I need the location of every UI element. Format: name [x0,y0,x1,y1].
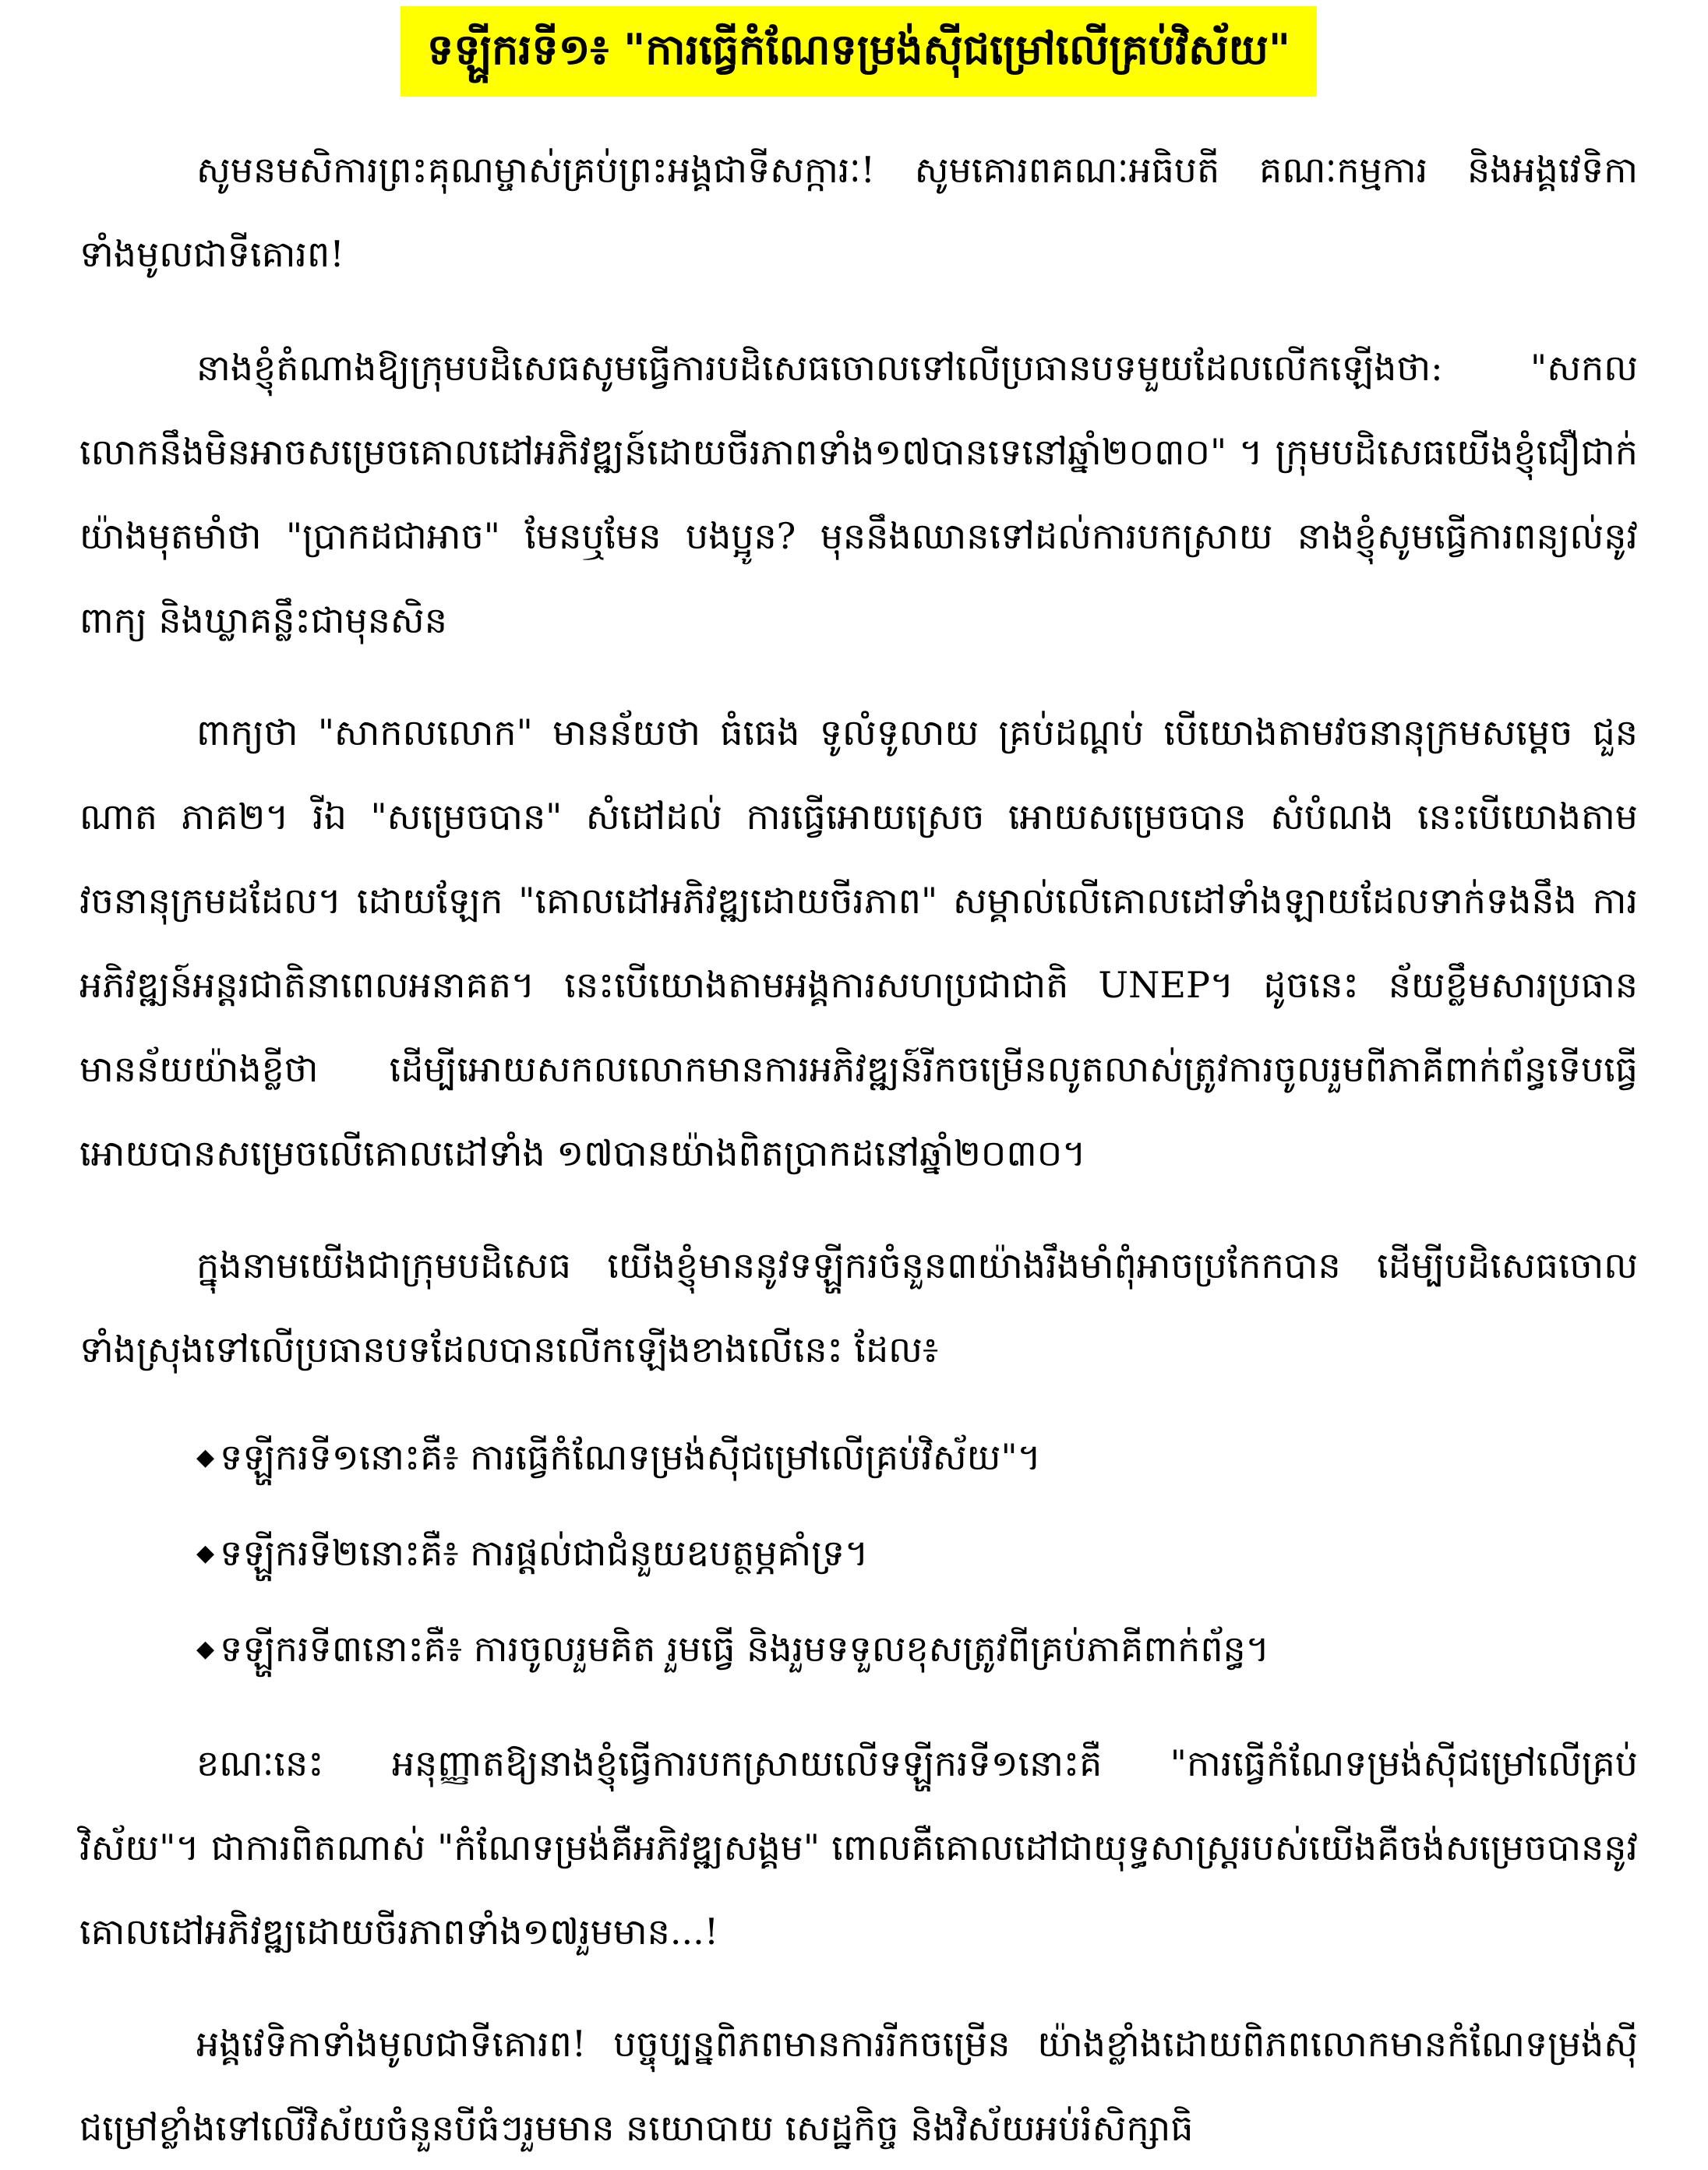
arguments-intro-paragraph: ក្នុងនាមយើងជាក្រុមបដិសេធ យើងខ្ញុំមាននូវទឡ្ហីករចំនួន៣យ៉ាងរឹងមាំពុំអាចប្រកែកបាន ដើម្បីបដិសេធចោលទាំងស្រុងទៅលើប្រធានបទដែលបានលើកឡើងខាងលើនេះ ដែល៖ [79,1244,1638,1371]
list-item [196,1415,1638,1500]
arguments-list [79,1415,1638,1692]
argument-2-text: ទឡ្ហីករទី២នោះគឺ៖ ការផ្ដល់ជាជំនួយឧបត្ថម្ភគាំទ្រ។ [220,1532,869,1574]
list-item [196,1511,1638,1596]
greeting-paragraph: សូមនមសិការព្រះគុណម្ចាស់គ្រប់ព្រះអង្គជាទីសក្ការៈ! សូមគោរពគណៈអធិបតី គណៈកម្មការ និងអង្គវេទិកាទាំងមូលជាទីគោរព! [79,149,1638,275]
diamond-bullet-icon: ◆ [196,1540,215,1567]
title-block [79,6,1638,100]
argument-3-text: ទឡ្ហីករទី៣នោះគឺ៖ ការចូលរួមគិត រួមធ្វើ និងរួមទទួលខុសត្រូវពីគ្រប់ភាគីពាក់ព័ន្ធ។ [220,1628,1270,1670]
argument-1-text: ទឡ្ហីករទី១នោះគឺ៖ ការធ្វើកំណែទម្រង់ស៊ីជម្រៅលើគ្រប់វិស័យ"។ [220,1436,1041,1478]
opening-statement-paragraph: នាងខ្ញុំតំណាងឱ្យក្រុមបដិសេធសូមធ្វើការបដិសេធចោលទៅលើប្រធានបទមួយដែលលើកឡើងថា: "សកលលោកនឹងមិនអាចសម្រេចគោលដៅអភិវឌ្ឍន៍ដោយចីរភាពទាំង១៧បានទេនៅឆ្នាំ២០៣០" ។ ក្រុមបដិសេធយើងខ្ញុំជឿជាក់យ៉ាងមុតមាំថា "ប្រាកដជាអាច" មែនឬមែន បងប្អូន? មុននឹងឈានទៅដល់ការបកស្រាយ នាងខ្ញុំសូមធ្វើការពន្យល់នូវពាក្យ និងឃ្លាគន្លឹះជាមុនសិន [79,347,1638,641]
list-item [196,1607,1638,1692]
argument-1-explanation-paragraph: ខណៈនេះ អនុញ្ញាតឱ្យនាងខ្ញុំធ្វើការបកស្រាយលើទឡ្ហីករទី១នោះគឺ "ការធ្វើកំណែទម្រង់ស៊ីជម្រៅលើគ្រប់ វិស័យ"។ ជាការពិតណាស់ "កំណែទម្រង់គឺអភិវឌ្ឍសង្គម" ពោលគឺគោលដៅជាយុទ្ធសាស្ត្ររបស់យើងគឺចង់សម្រេចបាននូវគោលដៅអភិវឌ្ឍដោយចីរភាពទាំង១៧រួមមាន...! [79,1742,1638,1953]
document-title: ទឡ្ហីករទី១៖ "ការធ្វើកំណែទម្រង់ស៊ីជម្រៅលើគ្រប់វិស័យ" [401,6,1317,97]
reform-context-paragraph: អង្គវេទិកាទាំងមូលជាទីគោរព! បច្ចុប្បន្នពិភពមានការរីកចម្រើន យ៉ាងខ្លាំងដោយពិភពលោកមានកំណែទម្រង់ស៊ីជម្រៅខ្លាំងទៅលើវិស័យចំនួនបីធំៗរួមមាន នយោបាយ សេដ្ឋកិច្ច និងវិស័យអប់រំសិក្សាធិ [79,2023,1638,2149]
diamond-bullet-icon: ◆ [196,1635,215,1663]
diamond-bullet-icon: ◆ [196,1444,215,1471]
definitions-paragraph: ពាក្យថា "សាកលលោក" មានន័យថា ធំធេង ទូលំទូលាយ គ្រប់ដណ្ដប់ បើយោងតាមវចនានុក្រមសម្ដេច ជួន ណាត ភាគ២។ រីឯ "សម្រេចបាន" សំដៅដល់ ការធ្វើអោយស្រេច អោយសម្រេចបាន សំបំណង នេះបើយោងតាម វចនានុក្រមដដែល។ ដោយឡែក "គោលដៅអភិវឌ្ឍដោយចីរភាព" សម្គាល់លើគោលដៅទាំងឡាយដែលទាក់ទងនឹង ការអភិវឌ្ឍន៍អន្តរជាតិនាពេលអនាគត។ នេះបើយោងតាមអង្គការសហប្រជាជាតិ UNEP។ ដូចនេះ ន័យខ្លឹមសារប្រធានមានន័យយ៉ាងខ្លីថា ដើម្បីអោយសកលលោកមានការអភិវឌ្ឍន៍រីកចម្រើនលូតលាស់ត្រូវការចូលរួមពីភាគីពាក់ព័ន្ធទើបធ្វើអោយបានសម្រេចលើគោលដៅទាំង ១៧បានយ៉ាងពិតប្រាកដនៅឆ្នាំ២០៣០។ [79,711,1638,1174]
